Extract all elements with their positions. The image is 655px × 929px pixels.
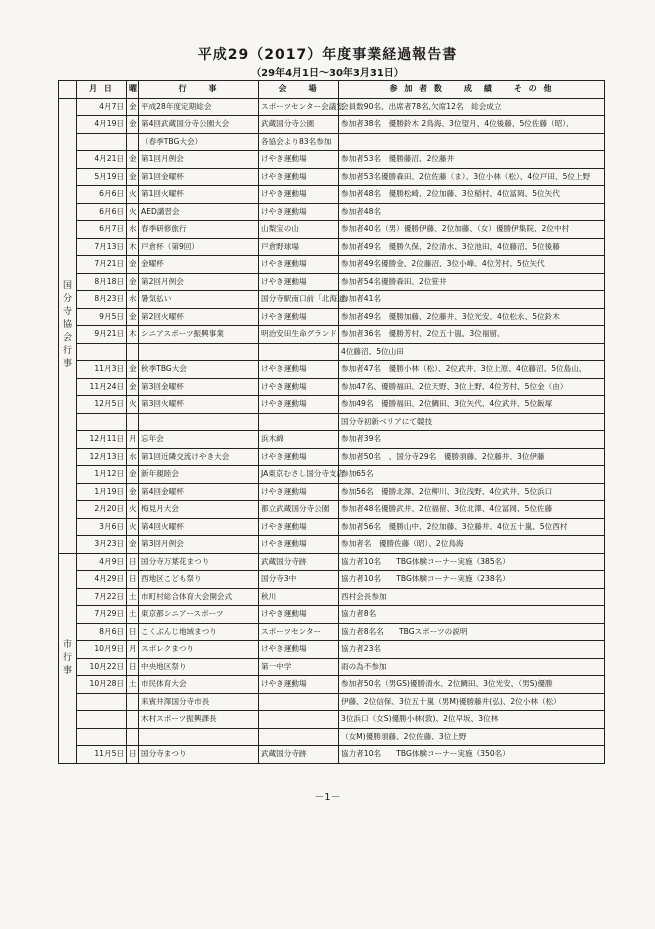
day-cell: 金 [127,168,139,186]
table-row [59,466,605,484]
day-cell: 月 [127,431,139,449]
table-row [59,448,605,466]
remarks-cell: 参加者50名 、国分寺29名 優勝須藤、2位藤井、3位伊藤 [339,448,605,466]
event-cell: 金曜杯 [139,256,259,274]
date-cell: 12月5日 [77,396,127,414]
venue-cell: スポーツセンター [259,623,339,641]
table-row [59,728,605,746]
table-row [59,623,605,641]
date-cell [77,133,127,151]
venue-cell: けやき運動場 [259,396,339,414]
day-cell: 金 [127,98,139,116]
date-cell: 3月23日 [77,536,127,554]
date-cell: 4月7日 [77,98,127,116]
date-cell: 7月22日 [77,588,127,606]
table-row [59,746,605,764]
venue-cell [259,343,339,361]
day-cell: 日 [127,553,139,571]
day-cell: 金 [127,308,139,326]
venue-cell: けやき運動場 [259,641,339,659]
remarks-cell: 参加56名 優勝北澤、2位柳川、3位浅野、4位武井、5位浜口 [339,483,605,501]
remarks-cell: 参加49名 優勝福田、2位鯛田、3位矢代、4位武井、5位飯塚 [339,396,605,414]
event-cell: 木村スポーツ振興課長 [139,711,259,729]
remarks-cell: 参加者41名 [339,291,605,309]
remarks-cell: 参加者38名 優勝鈴木 2鳥海、3位望月、4位後藤、5位佐藤（昭）、 [339,116,605,134]
report-body [59,98,605,763]
venue-cell: JA東京むさし国分寺支店 [259,466,339,484]
day-cell: 水 [127,448,139,466]
remarks-cell: 参加者49名 優勝加藤、2位藤井、3位光安、4位松永、5位鈴木 [339,308,605,326]
event-cell: 第4回武蔵国分寺公園大会 [139,116,259,134]
remarks-cell: （女M)優勝須藤、2位佐藤、3位上野 [339,728,605,746]
section-label [59,98,77,553]
event-cell: 春季研修旅行 [139,221,259,239]
remarks-cell: 国分寺初新ベリアにて競技 [339,413,605,431]
date-cell: 6月6日 [77,186,127,204]
document-title: 平成29（2017）年度事業経過報告書 [197,47,458,63]
venue-cell [259,413,339,431]
day-cell [127,693,139,711]
event-cell: 第1回近隣交流けやき大会 [139,448,259,466]
date-cell [77,728,127,746]
remarks-cell: 参加者49名優勝金、2位藤沼、3位小峰、4位芳村、5位矢代 [339,256,605,274]
table-row [59,133,605,151]
venue-cell: 山梨宝の山 [259,221,339,239]
remarks-cell: 参加者54名優勝森田、2位笹井 [339,273,605,291]
date-cell: 12月11日 [77,431,127,449]
venue-cell: 各協会より83名参加 [259,133,339,151]
date-cell: 9月21日 [77,326,127,344]
day-cell: 金 [127,536,139,554]
venue-cell: 明治安田生命グランド [259,326,339,344]
date-cell: 8月23日 [77,291,127,309]
event-cell: 忘年会 [139,431,259,449]
venue-cell: けやき運動場 [259,168,339,186]
date-cell: 11月5日 [77,746,127,764]
event-cell: 第3回月例会 [139,536,259,554]
event-cell: 第4回金曜杯 [139,483,259,501]
event-cell: 第2回火曜杯 [139,308,259,326]
header-event: 行 事 [139,81,259,99]
event-cell: 来賓井澤国分寺市長 [139,693,259,711]
date-cell: 6月7日 [77,221,127,239]
table-row [59,483,605,501]
venue-cell [259,693,339,711]
day-cell: 土 [127,606,139,624]
table-row [59,221,605,239]
event-cell: （春季TBG大会） [139,133,259,151]
table-row [59,571,605,589]
table-row [59,658,605,676]
event-cell: 梅見月大会 [139,501,259,519]
day-cell [127,711,139,729]
day-cell: 金 [127,378,139,396]
report-table [58,80,605,764]
table-row [59,431,605,449]
date-cell: 4月29日 [77,571,127,589]
section-label [59,553,77,763]
table-row [59,693,605,711]
remarks-cell: 参加者53名 優勝藤沼、2位藤井 [339,151,605,169]
date-cell: 4月9日 [77,553,127,571]
table-row [59,606,605,624]
table-row [59,308,605,326]
date-cell: 1月19日 [77,483,127,501]
table-row [59,588,605,606]
venue-cell: 武蔵国分寺跡 [259,746,339,764]
table-row [59,711,605,729]
event-cell: 平成28年度定期総会 [139,98,259,116]
day-cell: 金 [127,361,139,379]
day-cell [127,133,139,151]
event-cell: 戸倉杯（第9回） [139,238,259,256]
table-row [59,501,605,519]
date-cell: 7月13日 [77,238,127,256]
event-cell: スポレクまつり [139,641,259,659]
day-cell: 月 [127,641,139,659]
document-subtitle: （29年4月1日～30年3月31日） [251,68,404,79]
table-row [59,676,605,694]
table-row [59,361,605,379]
remarks-cell: 参加者名 優勝佐藤（昭）、2位鳥海 [339,536,605,554]
day-cell: 水 [127,291,139,309]
remarks-cell: 会員数90名、出席者78名,欠席12名 総会成立 [339,98,605,116]
venue-cell: 武蔵国分寺公園 [259,116,339,134]
event-cell: 市民体育大会 [139,676,259,694]
remarks-cell: 協力者8名名 TBGスポーツの説明 [339,623,605,641]
date-cell: 11月3日 [77,361,127,379]
table-row [59,396,605,414]
header-section [59,81,77,99]
venue-cell: 浜木綿 [259,431,339,449]
remarks-cell: 参加者48名 [339,203,605,221]
date-cell: 8月6日 [77,623,127,641]
date-cell [77,343,127,361]
event-cell: 第1回月例会 [139,151,259,169]
header-day: 曜 [127,81,139,99]
event-cell: 第4回火曜杯 [139,518,259,536]
date-cell: 10月9日 [77,641,127,659]
venue-cell: けやき運動場 [259,151,339,169]
date-cell [77,413,127,431]
event-cell: 国分寺万葉花まつり [139,553,259,571]
remarks-cell: 参加者48名 優勝松崎、2位加藤、3位稲村、4位冨岡、5位矢代 [339,186,605,204]
event-cell [139,728,259,746]
venue-cell: 国分寺3中 [259,571,339,589]
table-row [59,273,605,291]
venue-cell: けやき運動場 [259,483,339,501]
header-date: 月 日 [77,81,127,99]
remarks-cell: 参加者56名 優勝山中、2位加藤、3位藤井、4位五十嵐、5位西村 [339,518,605,536]
header-remarks: 参 加 者 数 成 績 そ の 他 [339,81,605,99]
remarks-cell: 協力者8名 [339,606,605,624]
event-cell: こくぶんじ地域まつり [139,623,259,641]
date-cell: 11月24日 [77,378,127,396]
remarks-cell: 協力者10名 TBG体験コーナー実施（238名） [339,571,605,589]
table-row [59,343,605,361]
event-cell: AED講習会 [139,203,259,221]
table-row [59,256,605,274]
day-cell: 金 [127,273,139,291]
event-cell: 第3回火曜杯 [139,396,259,414]
day-cell: 日 [127,658,139,676]
venue-cell: 秋川 [259,588,339,606]
date-cell: 4月19日 [77,116,127,134]
table-row [59,291,605,309]
remarks-cell [339,133,605,151]
table-row [59,413,605,431]
date-cell [77,693,127,711]
venue-cell: けやき運動場 [259,378,339,396]
remarks-cell: 参加47名、優勝福田、2位天野、3位上野、4位芳村、5位金（由） [339,378,605,396]
venue-cell: スポーツセンター会議室 [259,98,339,116]
date-cell: 10月28日 [77,676,127,694]
remarks-cell: 協力者10名 TBG体験コーナー実施（350名） [339,746,605,764]
day-cell: 火 [127,186,139,204]
day-cell: 火 [127,203,139,221]
day-cell: 日 [127,746,139,764]
date-cell: 2月20日 [77,501,127,519]
venue-cell: 第一中学 [259,658,339,676]
remarks-cell: 参加者36名 優勝芳村、2位五十嵐、3位福留、 [339,326,605,344]
remarks-cell: 伊藤、2位信保、3位五十嵐（男M)優勝藤井(弘)、2位小林（松） [339,693,605,711]
venue-cell: けやき運動場 [259,518,339,536]
remarks-cell: 参加65名 [339,466,605,484]
venue-cell: けやき運動場 [259,448,339,466]
day-cell: 火 [127,518,139,536]
day-cell: 水 [127,221,139,239]
remarks-cell: 参加者48名優勝武井、2位福留、3位北澤、4位冨岡、5位佐藤 [339,501,605,519]
day-cell: 金 [127,256,139,274]
event-cell [139,343,259,361]
date-cell: 6月6日 [77,203,127,221]
date-cell: 10月22日 [77,658,127,676]
venue-cell: 都立武蔵国分寺公園 [259,501,339,519]
event-cell: 第1回火曜杯 [139,186,259,204]
day-cell: 土 [127,676,139,694]
day-cell: 火 [127,396,139,414]
date-cell: 1月12日 [77,466,127,484]
remarks-cell: 4位藤沼、5位山田 [339,343,605,361]
header-venue: 会 場 [259,81,339,99]
table-row [59,98,605,116]
remarks-cell: 参加者49名 優勝久保、2位清水、3位池田、4位藤沼、5位後藤 [339,238,605,256]
venue-cell: 武蔵国分寺跡 [259,553,339,571]
day-cell: 木 [127,326,139,344]
venue-cell: けやき運動場 [259,361,339,379]
event-cell: 市町村総合体育大会開会式 [139,588,259,606]
venue-cell: 戸倉野球場 [259,238,339,256]
remarks-cell: 参加者53名優勝森田、2位佐藤（ま）、3位小林（松）、4位戸田、5位上野 [339,168,605,186]
event-cell: 中央地区祭り [139,658,259,676]
remarks-cell: 参加者50名（男GS)優勝清水、2位鯛田、3位光安、（男S)優勝 [339,676,605,694]
table-row [59,116,605,134]
venue-cell: けやき運動場 [259,308,339,326]
table-row [59,203,605,221]
event-cell: 暑気払い [139,291,259,309]
venue-cell: けやき運動場 [259,186,339,204]
table-row [59,168,605,186]
header-row [59,81,605,99]
day-cell [127,413,139,431]
event-cell: 西地区こども祭り [139,571,259,589]
date-cell: 3月6日 [77,518,127,536]
day-cell: 日 [127,623,139,641]
table-row [59,536,605,554]
venue-cell: けやき運動場 [259,536,339,554]
venue-cell [259,711,339,729]
day-cell [127,343,139,361]
venue-cell: けやき運動場 [259,203,339,221]
event-cell: 新年親睦会 [139,466,259,484]
day-cell: 日 [127,571,139,589]
day-cell: 金 [127,483,139,501]
date-cell: 5月19日 [77,168,127,186]
page-number: －1－ [314,792,341,803]
day-cell [127,728,139,746]
section-label-text: 市行事 [62,639,72,676]
remarks-cell: 雨の為不参加 [339,658,605,676]
table-row [59,641,605,659]
table-row [59,553,605,571]
date-cell: 12月13日 [77,448,127,466]
remarks-cell: 3位浜口（女S)優勝小林(敦)、2位早坂、3位林 [339,711,605,729]
venue-cell: 国分寺駅南口前「北海道」 [259,291,339,309]
date-cell [77,711,127,729]
date-cell: 8月18日 [77,273,127,291]
remarks-cell: 参加者47名 優勝小林（松）、2位武井、3位上原、4位藤沼、5位島山、 [339,361,605,379]
event-cell: 第3回金曜杯 [139,378,259,396]
venue-cell [259,728,339,746]
table-row [59,151,605,169]
remarks-cell: 協力者23名 [339,641,605,659]
event-cell: 国分寺まつり [139,746,259,764]
remarks-cell: 参加者40名（男）優勝伊藤、2位加藤、（女）優勝伊集院、2位中村 [339,221,605,239]
day-cell: 土 [127,588,139,606]
table-row [59,518,605,536]
date-cell: 7月29日 [77,606,127,624]
event-cell: 秋季TBG大会 [139,361,259,379]
table-row [59,326,605,344]
event-cell: 第2回月例会 [139,273,259,291]
date-cell: 7月21日 [77,256,127,274]
day-cell: 金 [127,151,139,169]
date-cell: 4月21日 [77,151,127,169]
event-cell: 第1回金曜杯 [139,168,259,186]
table-row [59,378,605,396]
remarks-cell: 参加者39名 [339,431,605,449]
day-cell: 火 [127,501,139,519]
section-label-text: 国分寺協会行事 [62,281,72,369]
event-cell: シニアスポーツ振興事業 [139,326,259,344]
event-cell: 東京都シニアースポーツ [139,606,259,624]
date-cell: 9月5日 [77,308,127,326]
day-cell: 金 [127,116,139,134]
day-cell: 金 [127,466,139,484]
remarks-cell: 西村会長参加 [339,588,605,606]
table-row [59,238,605,256]
venue-cell: けやき運動場 [259,273,339,291]
table-row [59,186,605,204]
venue-cell: けやき運動場 [259,256,339,274]
day-cell: 木 [127,238,139,256]
venue-cell: けやき運動場 [259,606,339,624]
venue-cell: けやき運動場 [259,676,339,694]
remarks-cell: 協力者10名 TBG体験コーナー実施（385名） [339,553,605,571]
event-cell [139,413,259,431]
